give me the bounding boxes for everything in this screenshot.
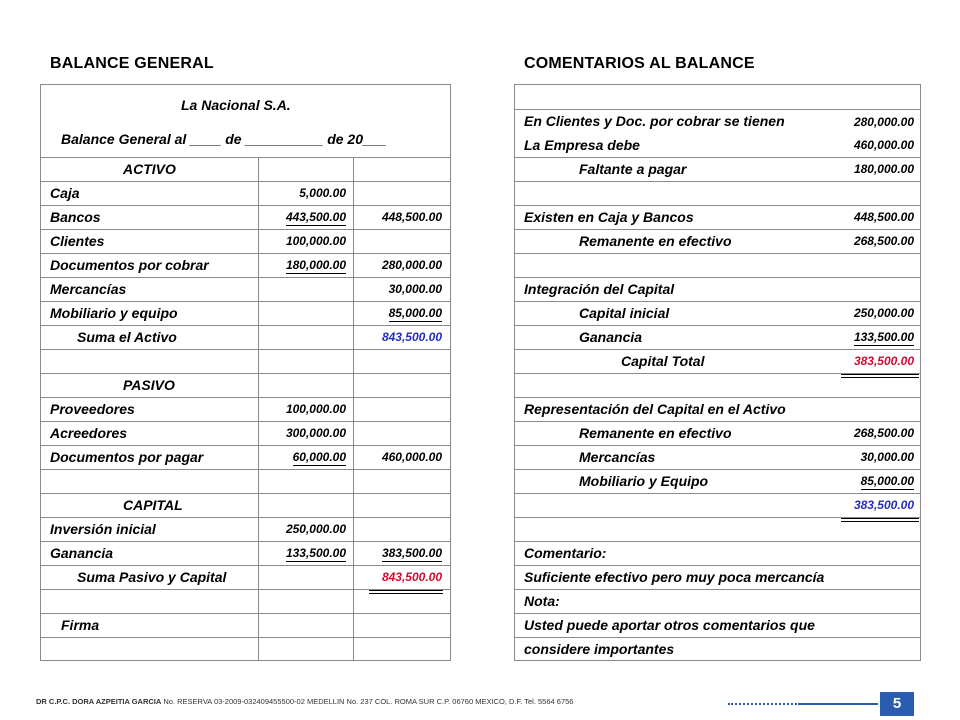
row-value-b: 460,000.00 (381, 450, 442, 464)
comment-label: Nota: (524, 593, 560, 609)
page-number: 5 (880, 692, 914, 716)
row-label: Documentos por cobrar (50, 257, 209, 273)
company-name: La Nacional S.A. (181, 97, 291, 113)
comment-value: 268,500.00 (853, 426, 914, 440)
row-label: Caja (50, 185, 80, 201)
comment-label: Usted puede aportar otros comentarios que (524, 617, 815, 633)
row-label: Mercancías (50, 281, 127, 297)
total-activo-label: Suma el Activo (77, 329, 177, 345)
left-heading: BALANCE GENERAL (50, 55, 214, 72)
row-label: Clientes (50, 233, 105, 249)
comment-value: 448,500.00 (853, 210, 914, 224)
capital-total-value: 383,500.00 (853, 354, 914, 368)
comment-label: En Clientes y Doc. por cobrar se tienen (524, 113, 785, 129)
row-label: Bancos (50, 209, 101, 225)
comment-value: 133,500.00 (853, 330, 914, 344)
row-value-a: 443,500.00 (285, 210, 346, 224)
comment-label: La Empresa debe (524, 137, 640, 153)
comment-value: 30,000.00 (860, 450, 914, 464)
row-label: Acreedores (50, 425, 128, 441)
row-label: Documentos por pagar (50, 449, 204, 465)
row-value-a: 133,500.00 (285, 546, 346, 560)
row-label: Mobiliario y equipo (50, 305, 178, 321)
right-heading: COMENTARIOS AL BALANCE (524, 55, 755, 72)
footer-dotted-line (728, 703, 800, 705)
comment-value: 180,000.00 (853, 162, 914, 176)
row-value-b: 30,000.00 (388, 282, 442, 296)
double-underline (841, 518, 919, 522)
row-value-a: 300,000.00 (285, 426, 346, 440)
comment-label: Faltante a pagar (579, 161, 687, 177)
footer-solid-line (800, 703, 878, 705)
comments-table (514, 84, 921, 661)
row-label: Ganancia (50, 545, 114, 561)
balance-subtitle: Balance General al ____ de __________ de 20___ (61, 131, 387, 147)
comment-label: Integración del Capital (524, 281, 675, 297)
footer-text (36, 697, 573, 706)
row-value-a: 180,000.00 (285, 258, 346, 272)
activo-title: ACTIVO (123, 161, 176, 177)
comment-value: 460,000.00 (853, 138, 914, 152)
signature-label: Firma (61, 617, 100, 633)
comment-label: Comentario: (524, 545, 607, 561)
footer-info: No. RESERVA 03-2009-032409455500-02 MEDELLIN No. 237 COL. ROMA SUR C.P. 06760 MEXICO, D.F. Tel. 5564 6756 (161, 697, 574, 706)
double-underline (841, 374, 919, 378)
pasivo-title: PASIVO (123, 377, 175, 393)
capital-title: CAPITAL (123, 497, 183, 513)
row-label: Proveedores (50, 401, 135, 417)
row-value-a: 250,000.00 (285, 522, 346, 536)
comment-label: considere importantes (524, 641, 675, 657)
row-value-b: 448,500.00 (381, 210, 442, 224)
comment-label: Mobiliario y Equipo (579, 473, 709, 489)
comment-label: Remanente en efectivo (579, 233, 732, 249)
double-underline (369, 590, 443, 594)
total-pasivo-capital-label: Suma Pasivo y Capital (77, 569, 227, 585)
comment-value: 280,000.00 (853, 115, 914, 129)
comment-label: Remanente en efectivo (579, 425, 732, 441)
row-value-a: 5,000.00 (299, 186, 346, 200)
balance-table (40, 84, 451, 661)
comment-label: Representación del Capital en el Activo (524, 401, 786, 417)
total-pasivo-capital-value: 843,500.00 (381, 570, 442, 584)
comment-label: Existen en Caja y Bancos (524, 209, 694, 225)
row-value-a: 60,000.00 (292, 450, 346, 464)
row-value-a: 100,000.00 (285, 234, 346, 248)
capital-total-label: Capital Total (621, 353, 705, 369)
representation-total-value: 383,500.00 (853, 498, 914, 512)
row-value-b: 280,000.00 (381, 258, 442, 272)
row-value-b: 85,000.00 (388, 306, 442, 320)
footer-author: DR C.P.C. DORA AZPEITIA GARCIA (36, 697, 162, 706)
comment-label: Ganancia (579, 329, 643, 345)
comment-label: Suficiente efectivo pero muy poca mercancía (524, 569, 825, 585)
row-value-b: 383,500.00 (381, 546, 442, 560)
comment-label: Capital inicial (579, 305, 670, 321)
comment-value: 250,000.00 (853, 306, 914, 320)
total-activo-value: 843,500.00 (381, 330, 442, 344)
row-value-a: 100,000.00 (285, 402, 346, 416)
row-label: Inversión inicial (50, 521, 156, 537)
comment-value: 268,500.00 (853, 234, 914, 248)
comment-value: 85,000.00 (860, 474, 914, 488)
comment-label: Mercancías (579, 449, 656, 465)
